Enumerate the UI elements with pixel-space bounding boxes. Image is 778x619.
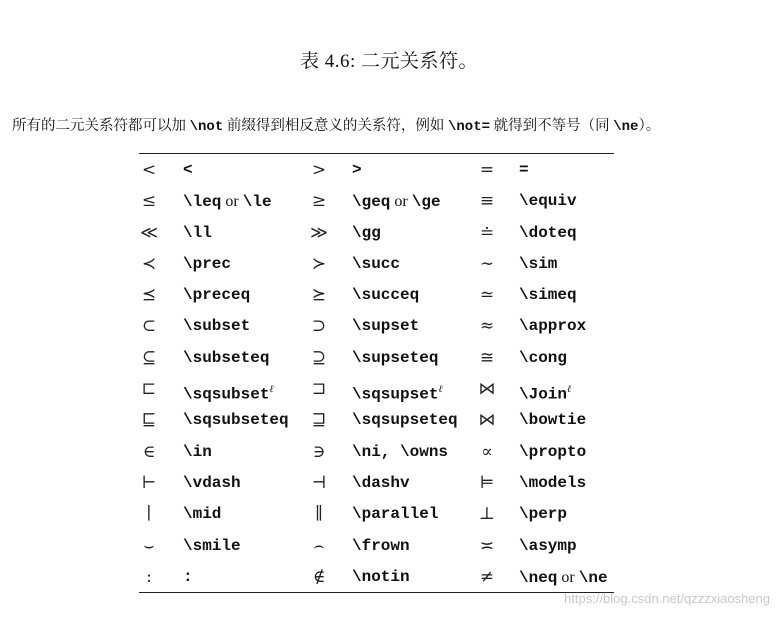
relation-symbol: ⪯: [141, 285, 157, 306]
command-name: \cong: [519, 348, 568, 367]
latex-command: [352, 531, 410, 562]
relation-symbol: ≻: [311, 253, 327, 274]
command-name: :: [183, 567, 193, 586]
latex-command: [519, 468, 586, 499]
latex-command: [519, 562, 608, 593]
latex-command: [352, 405, 458, 436]
command-name: \succ: [352, 254, 401, 273]
latex-command: [183, 218, 212, 249]
relation-symbol: ≠: [479, 566, 495, 587]
latex-command: [519, 531, 577, 562]
command-name: \preceq: [183, 286, 251, 305]
relation-symbol: ∼: [479, 253, 495, 274]
command-name: \supseteq: [352, 348, 439, 367]
command-name: \dashv: [352, 473, 410, 492]
table-row: [139, 562, 614, 593]
relation-symbol: ⊢: [141, 472, 157, 493]
command-name: \smile: [183, 536, 241, 555]
relation-symbol: ≡: [479, 191, 495, 212]
command-name: \parallel: [352, 505, 439, 524]
latex-command: [183, 468, 241, 499]
relation-symbol: ⌣: [143, 535, 155, 556]
lamsfonts-superscript: ℓ: [438, 384, 443, 396]
latex-command: [352, 155, 362, 186]
command-name: \approx: [519, 317, 587, 336]
table-row: [139, 218, 614, 249]
command-name: \mid: [183, 505, 222, 524]
command-name: <: [183, 161, 193, 179]
latex-command: [519, 405, 586, 436]
latex-command: [519, 437, 586, 468]
relation-symbol: ≃: [479, 285, 495, 306]
latex-command: [183, 405, 289, 436]
latex-command: [183, 437, 212, 468]
latex-command: [352, 468, 410, 499]
command-name: \subseteq: [183, 348, 270, 367]
or-connector: or: [557, 568, 579, 586]
command-name: \supset: [352, 317, 420, 336]
table-row: [139, 343, 614, 374]
command-name: \vdash: [183, 473, 241, 492]
command-alias: \ge: [411, 193, 441, 212]
latex-command: [519, 280, 577, 311]
relation-symbol: ∝: [481, 441, 493, 462]
table-caption: 表 4.6: 二元关系符。: [299, 51, 479, 72]
latex-command: [352, 499, 438, 530]
latex-command: [183, 343, 269, 374]
intro-code-not-eq: \not=: [447, 119, 490, 135]
command-name: \sqsupseteq: [352, 411, 458, 430]
relation-symbol: ∥: [315, 504, 323, 525]
relation-symbol: ∉: [312, 566, 326, 587]
or-connector: or: [221, 193, 243, 211]
command-name: \Join: [519, 385, 568, 404]
latex-command: [183, 531, 241, 562]
table-row: [139, 531, 614, 562]
latex-command: [352, 343, 438, 374]
table-row: [139, 311, 614, 342]
table-top-rule: [139, 153, 614, 154]
latex-command: [519, 374, 571, 405]
intro-text-1: 所有的二元关系符都可以加: [12, 118, 190, 134]
command-name: \ll: [183, 223, 212, 242]
command-name: \bowtie: [519, 411, 587, 430]
command-alias: \ne: [578, 568, 608, 587]
relation-symbol: ≅: [479, 347, 495, 368]
relation-symbol: ⪰: [311, 285, 327, 306]
or-connector: or: [390, 193, 412, 211]
relation-symbol: ⋈: [478, 410, 496, 431]
command-name: \asymp: [519, 536, 577, 555]
latex-command: [352, 280, 419, 311]
latex-command: [352, 218, 381, 249]
relation-symbol: ⊂: [141, 316, 157, 337]
latex-command: [519, 499, 567, 530]
command-name: \sqsupset: [352, 385, 439, 404]
latex-command: [183, 155, 193, 186]
command-alias: \le: [242, 193, 272, 212]
intro-paragraph: [12, 114, 772, 135]
relation-symbol: ≍: [479, 535, 495, 556]
latex-command: [183, 374, 274, 405]
command-alias: \owns: [400, 442, 449, 461]
latex-command: [519, 343, 567, 374]
command-name: \subset: [183, 317, 251, 336]
relation-symbol: ⊑: [141, 410, 157, 431]
command-name: \frown: [352, 536, 410, 555]
relation-symbol: ⌢: [313, 535, 325, 556]
relation-symbol: =: [479, 160, 495, 180]
relation-symbol: ∣: [146, 504, 152, 525]
command-name: \gg: [352, 223, 381, 242]
command-name: \ni,: [352, 442, 391, 461]
command-name: \in: [183, 442, 212, 461]
latex-command: [352, 186, 441, 217]
command-name: \prec: [183, 254, 232, 273]
latex-command: [352, 437, 448, 468]
lamsfonts-superscript: ℓ: [269, 384, 274, 396]
intro-text-4: ）。: [638, 118, 661, 134]
relation-symbol: ≈: [479, 316, 495, 337]
watermark-url: https://blog.csdn.net/qzzzxiaosheng: [564, 591, 770, 606]
latex-command: [352, 562, 410, 593]
latex-command: [183, 249, 231, 280]
command-name: \succeq: [352, 286, 420, 305]
latex-command: [519, 311, 586, 342]
table-row: [139, 155, 614, 186]
latex-command: [519, 186, 577, 217]
table-row: [139, 437, 614, 468]
command-name: \geq: [352, 193, 391, 212]
relation-symbol: ⊐: [311, 379, 327, 400]
latex-command: [183, 562, 193, 593]
latex-command: [183, 186, 272, 217]
relation-symbol: :: [146, 566, 152, 587]
command-name: \simeq: [519, 286, 577, 305]
table-row: [139, 374, 614, 405]
table-bottom-rule: [139, 592, 614, 593]
relation-symbol: ≪: [140, 222, 158, 243]
latex-command: [352, 374, 443, 405]
intro-code-not: \not: [189, 119, 224, 135]
command-name: \sqsubset: [183, 385, 270, 404]
latex-command: [519, 249, 557, 280]
command-name: >: [352, 161, 362, 179]
relation-symbol: ≐: [479, 222, 495, 243]
relation-symbol-table: [139, 155, 614, 593]
table-row: [139, 405, 614, 436]
latex-command: [183, 280, 250, 311]
command-name: =: [519, 161, 529, 179]
relation-symbol: ≺: [141, 253, 157, 274]
intro-text-2: 前缀得到相反意义的关系符，例如: [223, 118, 448, 134]
command-name: \doteq: [519, 223, 577, 242]
relation-symbol: ⋈: [478, 379, 496, 400]
command-name: \perp: [519, 505, 568, 524]
latex-command: [519, 218, 577, 249]
command-name: \neq: [519, 568, 558, 587]
relation-symbol: ≥: [311, 191, 327, 212]
latex-command: [352, 249, 400, 280]
command-name: \sqsubseteq: [183, 411, 289, 430]
table-row: [139, 186, 614, 217]
latex-command: [519, 155, 529, 186]
relation-symbol: ⊒: [311, 410, 327, 431]
command-name: \propto: [519, 442, 587, 461]
lamsfonts-superscript: ℓ: [567, 384, 572, 396]
relation-symbol: ⊣: [311, 472, 327, 493]
command-name: \sim: [519, 254, 558, 273]
table-row: [139, 280, 614, 311]
latex-command: [183, 311, 250, 342]
relation-symbol: ≫: [310, 222, 328, 243]
command-name: \notin: [352, 567, 410, 586]
relation-symbol: ∋: [312, 441, 326, 462]
intro-text-3: 就得到不等号（同: [490, 118, 614, 134]
table-row: [139, 468, 614, 499]
relation-symbol: >: [311, 160, 327, 180]
relation-symbol: ⊇: [311, 347, 327, 368]
relation-symbol: ⊏: [141, 379, 157, 400]
latex-command: [352, 311, 419, 342]
relation-symbol: ⊃: [311, 316, 327, 337]
command-name: \leq: [183, 193, 222, 212]
relation-symbol: ≤: [141, 191, 157, 212]
relation-symbol: ⊥: [479, 504, 495, 525]
latex-command: [183, 499, 221, 530]
table-row: [139, 499, 614, 530]
intro-code-ne: \ne: [613, 119, 639, 135]
relation-symbol: ⊆: [141, 347, 157, 368]
relation-symbol: ∈: [142, 441, 156, 462]
relation-symbol: <: [141, 160, 157, 180]
relation-symbol: ⊨: [479, 472, 495, 493]
command-name: \models: [519, 473, 587, 492]
command-name: \equiv: [519, 192, 577, 211]
table-row: [139, 249, 614, 280]
